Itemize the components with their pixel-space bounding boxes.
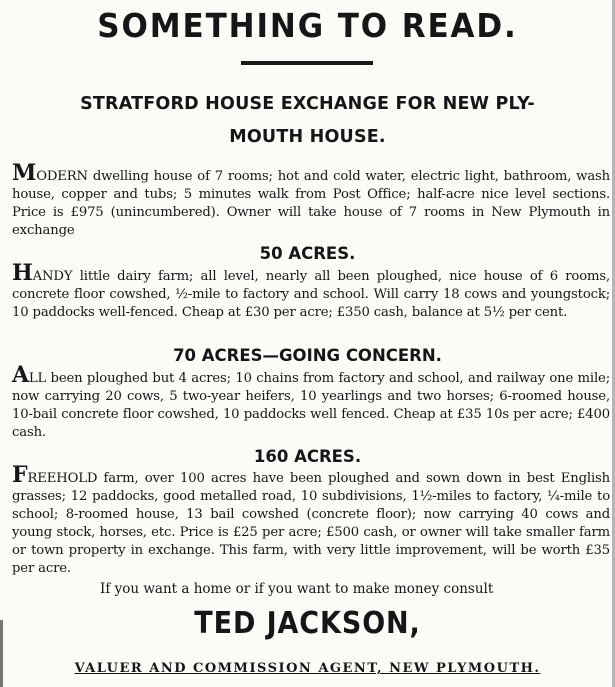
headline-line-2: MOUTH HOUSE. [229,127,386,147]
section-heading-160-acres: 160 ACRES. [253,447,362,466]
listing-70-acres [12,362,610,442]
dropcap: M [12,160,37,186]
call-to-action: If you want a home or if you want to make money consult [100,581,494,597]
agent-title-footer: VALUER AND COMMISSION AGENT, NEW PLYMOUTH. [74,661,541,676]
agent-name: TED JACKSON, [194,606,421,641]
masthead-title: SOMETHING TO READ. [97,6,518,45]
listing-50-acres [12,260,610,322]
listing-body: LL been ploughed but 4 acres; 10 chains from factory and school, and railway one mile; now carrying 20 cows, 5 two-year heifers, 10 yearlings and two horses; 6-roomed house, 10-bail concrete floor cowshed, 10 paddocks well fenced. Cheap at £35 10s per acre; £400 cash. [12,371,610,440]
listing-body: REEHOLD farm, over 100 acres have been ploughed and sown down in best English grasses; 12 paddocks, good metalled road, 10 subdivisions, 1½-miles to factory, ¼-mile to school; 8-roomed house, 13 bail cowshed (concrete floor); now carrying 40 cows and young stock, horses, etc. Price is £25 per acre; £500 cash, or owner will take smaller farm or town property in exchange. This farm, with very little improvement, will be worth £35 per acre. [12,471,610,576]
scan-edge-left [0,620,3,687]
dropcap: F [12,462,28,488]
listing-body: ODERN dwelling house of 7 rooms; hot and cold water, electric light, bathroom, wash house, copper and tubs; 5 minutes walk from Post Office; half-acre nice level sections. Price is £975 (unincumbered). Owner will take house of 7 rooms in New Plymouth in exchange [12,169,610,238]
listing-stratford-house [12,160,610,240]
listing-160-acres [12,462,610,578]
listing-body: ANDY little dairy farm; all level, nearly all been ploughed, nice house of 6 rooms, concrete floor cowshed, ½-mile to factory and school. Will carry 18 cows and youngstock; 10 paddocks well-fenced. Cheap at £30 per acre; £350 cash, balance at 5½ per cent. [12,269,610,320]
section-heading-70-acres: 70 ACRES—GOING CONCERN. [173,346,442,365]
dropcap: H [12,260,33,286]
masthead-rule [241,61,373,65]
dropcap: A [12,362,29,388]
headline-line-1: STRATFORD HOUSE EXCHANGE FOR NEW PLY- [80,94,535,114]
section-heading-50-acres: 50 ACRES. [259,244,356,263]
